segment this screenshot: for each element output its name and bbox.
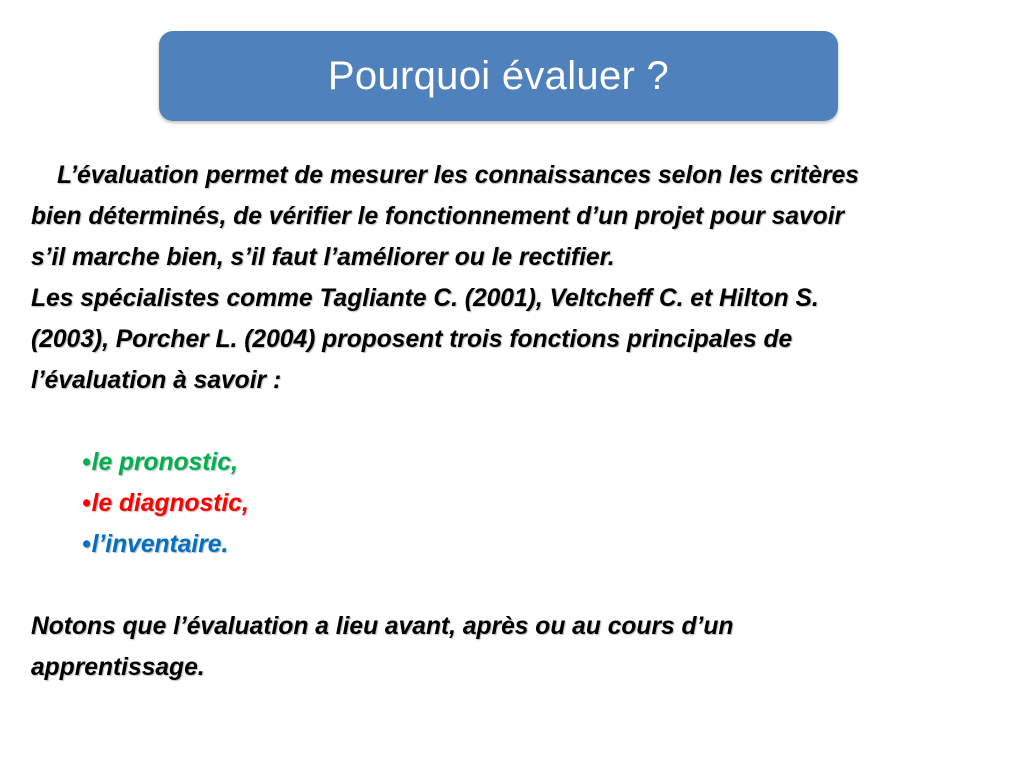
paragraph-2-line-2: (2003), Porcher L. (2004) proposent trois fonctions principales de <box>31 326 793 353</box>
paragraph-2-line-3: l’évaluation à savoir : <box>31 367 282 394</box>
paragraph-1-line-3: s’il marche bien, s’il faut l’améliorer ou le rectifier. <box>31 244 615 271</box>
bullet-icon: • <box>82 490 91 517</box>
functions-list <box>31 442 1021 565</box>
spacer <box>31 565 1021 606</box>
bullet-icon: • <box>82 531 91 558</box>
conclusion-line-1: Notons que l’évaluation a lieu avant, après ou au cours d’un <box>31 613 734 640</box>
paragraph-2-line-1: Les spécialistes comme Tagliante C. (2001), Veltcheff C. et Hilton S. <box>31 285 819 312</box>
bullet-icon: • <box>82 449 91 476</box>
slide-body <box>31 155 1021 688</box>
title-box <box>159 31 838 121</box>
spacer <box>31 401 1021 442</box>
function-item-diagnostic <box>31 483 1021 524</box>
paragraph-1-line-2: bien déterminés, de vérifier le fonctionnement d’un projet pour savoir <box>31 203 845 230</box>
slide-title: Pourquoi évaluer ? <box>327 53 670 98</box>
function-item-inventaire <box>31 524 1021 565</box>
function-label-diagnostic: le diagnostic, <box>91 490 249 517</box>
conclusion-line-2: apprentissage. <box>31 654 205 681</box>
function-label-pronostic: le pronostic, <box>91 449 238 476</box>
function-label-inventaire: l’inventaire. <box>91 531 229 558</box>
function-item-pronostic <box>31 442 1021 483</box>
paragraph-1-line-1: L’évaluation permet de mesurer les connaissances selon les critères <box>57 162 859 189</box>
